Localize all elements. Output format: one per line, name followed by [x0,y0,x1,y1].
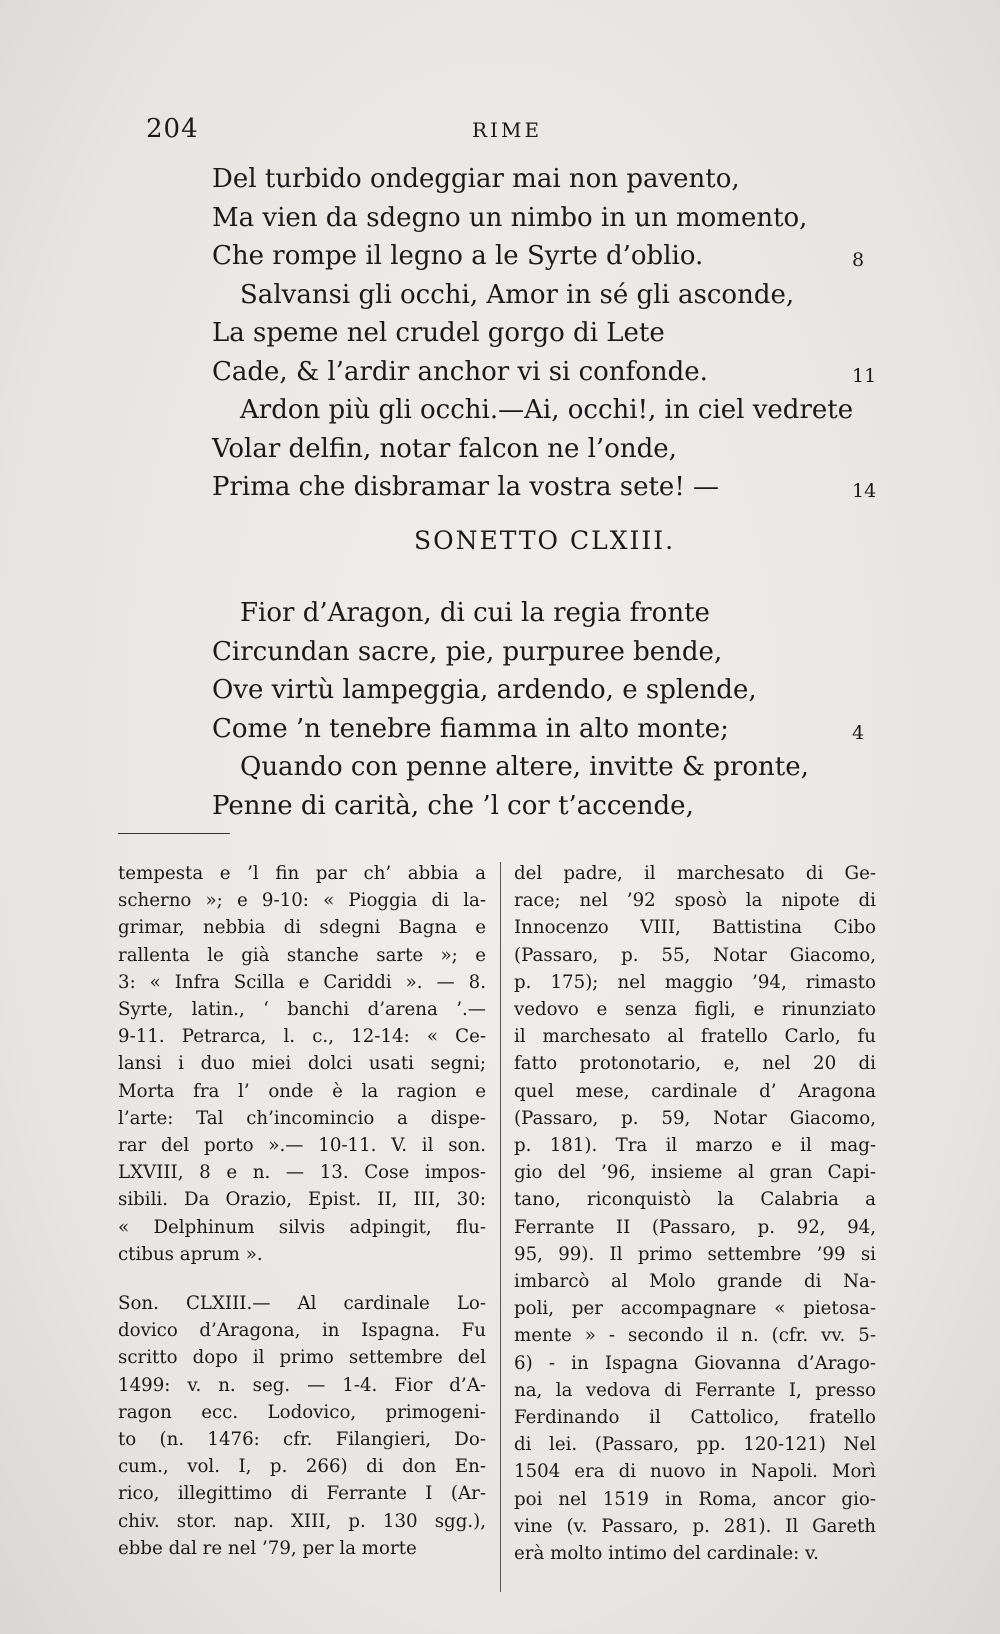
verse-text: Come ’n tenebre fiamma in alto monte; [212,713,729,744]
line-number: 11 [852,364,877,387]
footnote-line: l’arte: Tal ch’incominciο a dispe- [118,1107,486,1129]
sonnet-title: SONETTO CLXIII. [414,526,676,555]
footnote-line: grimar, nebbia di sdegni Bagna e [118,917,486,939]
footnote-line: ebbe dal re nel ’79, per la morte [118,1537,417,1559]
footnote-line: na, la vedova di Ferrante I, presso [514,1379,876,1401]
footnote-line: (Passaro, p. 55, Notar Giacomo, [514,944,876,966]
footnote-line: cum., vol. I, p. 266) di don En- [118,1456,486,1478]
verse-text: Circundan sacre, pie, purpuree bende, [212,636,723,667]
verse-line [212,594,912,633]
footnote-line: rallenta le già stanche sarte »; e [118,944,486,966]
verse-text: Ardon più gli occhi.—Ai, occhi!, in ciel vedrete [240,395,854,425]
footnote-line: Son. CLXIII.— Al cardinale Lo- [118,1293,486,1315]
verse-text: Che rompe il legno a le Syrte d’oblio. [212,241,704,271]
footnote-line: ctibus aprum ». [118,1243,263,1265]
footnote-line: 1499: v. n. seg. — 1-4. Fior d’A- [118,1374,486,1396]
footnote-line: Ferdinando il Cattolico, fratello [514,1407,876,1429]
line-number: 4 [852,721,865,744]
footnote-line: imbarcò al Molo grande di Na- [514,1271,876,1293]
footnote-line: il marchesato al fratello Carlo, fu [514,1026,876,1048]
footnote-line: scherno »; e 9-10: « Pioggia di la- [118,890,486,912]
footnote-line: LXVIII, 8 e n. — 13. Cose impos- [118,1162,486,1184]
verse-line [212,276,912,315]
footnote-line: mente » - secondo il n. (cfr. vv. 5- [514,1325,876,1347]
verse-text: Cade, & l’ardir anchor vi si confonde. [212,356,708,387]
footnote-line: chiv. stor. nap. XIII, p. 130 sgg.), [118,1510,486,1532]
footnote-line: p. 181). Tra il marzo e il mag- [514,1135,876,1157]
footnotes-right-column [514,860,876,1567]
verse-text: La speme nel crudel gorgo di Lete [212,318,665,348]
verse-text: Penne di carità, che ’l cor t’accende, [212,790,694,821]
footnote-line: Ferrante II (Passaro, p. 92, 94, [514,1216,876,1238]
verse-line [212,710,912,749]
footnote-line: gio del ’96, insieme al gran Capi- [514,1162,876,1184]
footnote-line: erà molto intimo del cardinale: v. [514,1543,819,1565]
verse-text: Salvansi gli occhi, Amor in sé gli asconde, [240,279,795,310]
footnote-line: di lei. (Passaro, pp. 120-121) Nel [514,1434,876,1456]
footnote-line: Innocenzo VIII, Battistina Cibo [514,917,876,939]
footnote-line: poli, per accompagnare « pietosa- [514,1298,876,1320]
verse-line [212,787,912,826]
footnote-line: poi nel 1519 in Roma, ancor gio- [514,1488,876,1510]
verse-text: Ove virtù lampeggia, ardendo, e splende, [212,675,757,705]
footnote-line: to (n. 1476: cfr. Filangieri, Do- [118,1429,486,1451]
verse-text: Prima che disbramar la vostra sete! — [212,472,720,502]
footnote-line: vedovo e senza figli, e rinunziato [514,999,876,1021]
footnote-line: 1504 era di nuovo in Napoli. Morì [514,1461,876,1483]
footnote-line: lansi i duo miei dolci usati segni; [118,1053,486,1075]
footnote-line: scritto dopo il primo settembre del [118,1347,486,1369]
footnote-line: 9-11. Petrarca, l. c., 12-14: « Ce- [118,1026,486,1048]
sonnet-clxiii-verses [212,594,912,825]
footnote-line: tempesta e ’l fin par ch’ abbia a [118,863,486,884]
footnote-line: vine (v. Passaro, p. 281). Il Gareth [514,1515,876,1537]
footnote-line: « Delphinum silvis adpingit, flu- [118,1216,486,1238]
footnote-line: tano, riconquistò la Calabria a [514,1189,876,1211]
footnote-line: Syrte, latin., ‘ banchi d’arena ’.— [118,999,486,1021]
sonnet-ending-verses [212,160,912,507]
verse-line [212,633,912,672]
footnote-line: ragon ecc. Lodovico, primogeni- [118,1401,486,1423]
footnote-line: sibili. Da Orazio, Epist. II, III, 30: [118,1189,486,1211]
running-title: RIME [472,118,543,142]
footnotes-left-column [118,860,486,1562]
verse-line [212,199,912,238]
column-divider [500,862,501,1592]
line-number: 14 [852,480,877,502]
footnote-line: rar del porto ».— 10-11. V. il son. [118,1135,486,1157]
verse-text: Del turbido ondeggiar mai non pavento, [212,164,740,194]
footnote-line: 95, 99). Il primo settembre ’99 si [514,1243,876,1265]
footnote-line: 6) - in Ispagna Giovanna d’Arago- [514,1352,876,1374]
verse-line [212,353,912,392]
footnote-line: (Passaro, p. 59, Notar Giacomo, [514,1107,876,1129]
verse-line [212,468,912,507]
page-number: 204 [146,114,199,144]
footnote-line: dovico d’Aragona, in Ispagna. Fu [118,1320,486,1342]
footnote-line: p. 175); nel maggio ’94, rimasto [514,971,876,993]
footnote-line: Morta fra l’ onde è la ragion e [118,1080,486,1102]
footnote-line: quel mese, cardinale d’ Aragona [514,1080,876,1102]
verse-text: Volar delfin, notar falcon ne l’onde, [212,433,677,464]
footnote-line: 3: « Infra Scilla e Cariddi ». — 8. [118,971,486,993]
footnote-line: del padre, il marchesato di Ge- [514,863,876,884]
footnote-line: race; nel ’92 sposò la nipote di [514,890,876,912]
verse-text: Ma vien da sdegno un nimbo in un momento, [212,202,808,233]
verse-line [212,748,912,787]
verse-line [212,671,912,710]
verse-line [212,430,912,469]
verse-text: Fior d’Aragon, di cui la regia fronte [240,598,710,628]
paragraph-gap [118,1268,486,1290]
verse-text: Quando con penne altere, invitte & pronte, [240,752,809,782]
verse-line [212,314,912,353]
line-number: 8 [852,249,865,271]
verse-line [212,160,912,199]
footnote-rule [118,833,230,834]
verse-line [212,237,912,276]
verse-line [212,391,912,430]
footnote-line: fatto protonotario, e, nel 20 di [514,1053,876,1075]
footnote-line: rico, illegittimo di Ferrante I (Ar- [118,1483,486,1505]
